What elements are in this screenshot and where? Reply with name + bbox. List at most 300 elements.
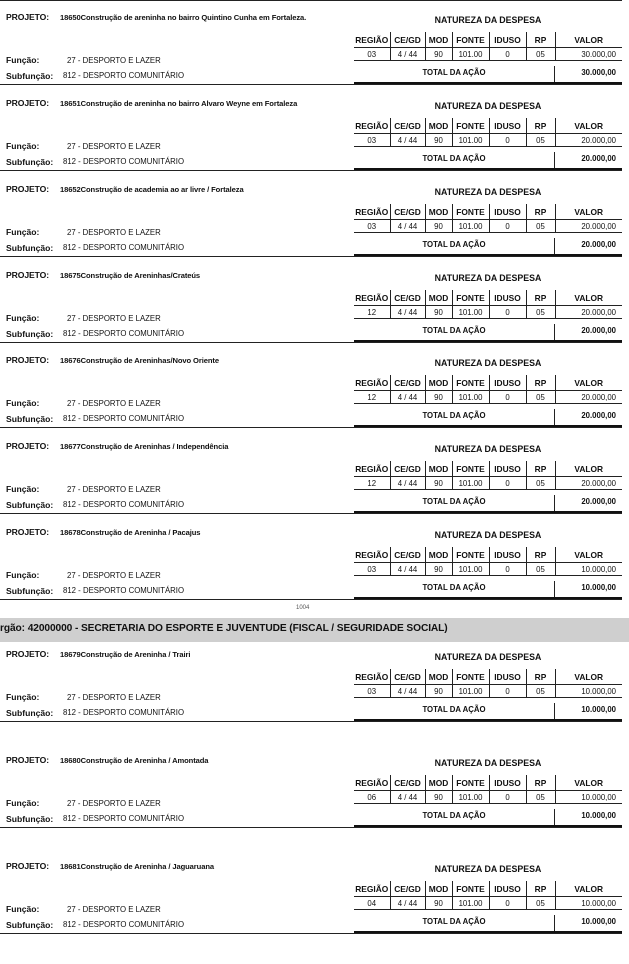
column-header: CE/GD	[390, 669, 425, 685]
project-description: Construção de areninha no bairro Alvaro Weyne em Fortaleza	[80, 99, 298, 108]
total-value: 10.000,00	[554, 703, 622, 719]
expense-cell: 05	[526, 391, 555, 404]
column-header: MOD	[425, 204, 452, 220]
funcao-label: Função:	[6, 398, 40, 408]
column-header: REGIÃO	[354, 669, 390, 685]
expense-cell: 90	[425, 791, 452, 804]
project-code: 18678	[60, 528, 81, 537]
column-header: VALOR	[555, 881, 622, 897]
expense-header-row	[354, 547, 622, 563]
project-description: Construção de Areninha / Trairi	[80, 650, 191, 659]
expense-cell: 03	[354, 220, 390, 233]
total-label: TOTAL DA AÇÃO	[422, 240, 486, 249]
column-header: VALOR	[555, 375, 622, 391]
column-header: CE/GD	[390, 547, 425, 563]
expense-cell: 101.00	[452, 391, 489, 404]
expense-row	[354, 134, 622, 147]
column-header: IDUSO	[489, 118, 526, 134]
projeto-label: PROJETO:	[6, 755, 49, 765]
expense-header-row	[354, 461, 622, 477]
expense-table	[354, 118, 622, 147]
natureza-despesa-heading: NATUREZA DA DESPESA	[434, 652, 542, 662]
column-header: VALOR	[555, 290, 622, 306]
expense-cell: 10.000,00	[555, 685, 622, 698]
expense-cell: 0	[489, 391, 526, 404]
funcao-label: Função:	[6, 227, 40, 237]
expense-cell: 20.000,00	[555, 306, 622, 319]
expense-cell: 101.00	[452, 791, 489, 804]
column-header: RP	[526, 547, 555, 563]
subfuncao-label: Subfunção:	[6, 243, 54, 253]
column-header: RP	[526, 881, 555, 897]
total-row	[354, 703, 622, 721]
funcao-label: Função:	[6, 141, 40, 151]
funcao-label: Função:	[6, 313, 40, 323]
expense-cell: 20.000,00	[555, 391, 622, 404]
block-divider	[0, 933, 622, 934]
column-header: REGIÃO	[354, 290, 390, 306]
funcao-value: 27 - DESPORTO E LAZER	[67, 693, 161, 702]
expense-cell: 20.000,00	[555, 477, 622, 490]
expense-header-row	[354, 32, 622, 48]
subfuncao-value: 812 - DESPORTO COMUNITÁRIO	[63, 814, 185, 823]
column-header: FONTE	[452, 547, 489, 563]
expense-cell: 90	[425, 563, 452, 576]
funcao-value: 27 - DESPORTO E LAZER	[67, 56, 161, 65]
projeto-label: PROJETO:	[6, 649, 49, 659]
projeto-label: PROJETO:	[6, 355, 49, 365]
column-header: VALOR	[555, 461, 622, 477]
project-header	[6, 184, 244, 194]
funcao-label: Função:	[6, 55, 40, 65]
block-divider	[0, 599, 622, 600]
column-header: RP	[526, 290, 555, 306]
top-rule	[0, 0, 622, 1]
column-header: MOD	[425, 669, 452, 685]
total-value: 20.000,00	[554, 409, 622, 425]
total-label: TOTAL DA AÇÃO	[422, 411, 486, 420]
expense-cell: 4 / 44	[390, 477, 425, 490]
expense-header-row	[354, 290, 622, 306]
column-header: FONTE	[452, 204, 489, 220]
column-header: FONTE	[452, 290, 489, 306]
column-header: IDUSO	[489, 547, 526, 563]
projeto-label: PROJETO:	[6, 270, 49, 280]
column-header: MOD	[425, 881, 452, 897]
project-header	[6, 355, 219, 365]
natureza-despesa-heading: NATUREZA DA DESPESA	[434, 273, 542, 283]
expense-cell: 101.00	[452, 48, 489, 61]
block-divider	[0, 513, 622, 514]
natureza-despesa-heading: NATUREZA DA DESPESA	[434, 864, 542, 874]
subfuncao-label: Subfunção:	[6, 414, 54, 424]
project-description: Construção de Areninhas/Novo Oriente	[80, 356, 219, 365]
subfuncao-value: 812 - DESPORTO COMUNITÁRIO	[63, 586, 185, 595]
total-value: 10.000,00	[554, 809, 622, 825]
expense-cell: 12	[354, 477, 390, 490]
column-header: CE/GD	[390, 881, 425, 897]
column-header: RP	[526, 775, 555, 791]
project-header	[6, 270, 200, 280]
total-row	[354, 238, 622, 256]
column-header: RP	[526, 204, 555, 220]
project-description: Construção de Areninha / Pacajus	[80, 528, 201, 537]
orgao-title: rgão: 42000000 - SECRETARIA DO ESPORTE E JUVENTUDE (FISCAL / SEGURIDADE SOCIAL)	[0, 623, 448, 634]
column-header: IDUSO	[489, 32, 526, 48]
expense-table	[354, 461, 622, 490]
column-header: RP	[526, 375, 555, 391]
funcao-label: Função:	[6, 484, 40, 494]
expense-row	[354, 563, 622, 576]
expense-cell: 0	[489, 791, 526, 804]
column-header: REGIÃO	[354, 375, 390, 391]
funcao-value: 27 - DESPORTO E LAZER	[67, 228, 161, 237]
natureza-despesa-heading: NATUREZA DA DESPESA	[434, 187, 542, 197]
orgao-header-band	[0, 618, 629, 642]
expense-cell: 101.00	[452, 220, 489, 233]
projeto-label: PROJETO:	[6, 441, 49, 451]
column-header: FONTE	[452, 881, 489, 897]
column-header: IDUSO	[489, 775, 526, 791]
total-value: 10.000,00	[554, 915, 622, 931]
column-header: CE/GD	[390, 461, 425, 477]
subfuncao-value: 812 - DESPORTO COMUNITÁRIO	[63, 708, 185, 717]
expense-cell: 4 / 44	[390, 134, 425, 147]
project-header	[6, 527, 200, 537]
project-code: 18681	[60, 862, 81, 871]
project-header	[6, 755, 208, 765]
subfuncao-value: 812 - DESPORTO COMUNITÁRIO	[63, 71, 185, 80]
subfuncao-value: 812 - DESPORTO COMUNITÁRIO	[63, 920, 185, 929]
expense-cell: 4 / 44	[390, 563, 425, 576]
funcao-value: 27 - DESPORTO E LAZER	[67, 314, 161, 323]
column-header: MOD	[425, 290, 452, 306]
expense-cell: 05	[526, 897, 555, 910]
expense-cell: 03	[354, 48, 390, 61]
natureza-despesa-heading: NATUREZA DA DESPESA	[434, 358, 542, 368]
expense-row	[354, 220, 622, 233]
subfuncao-label: Subfunção:	[6, 814, 54, 824]
funcao-value: 27 - DESPORTO E LAZER	[67, 485, 161, 494]
expense-header-row	[354, 881, 622, 897]
column-header: REGIÃO	[354, 461, 390, 477]
expense-cell: 0	[489, 477, 526, 490]
column-header: RP	[526, 461, 555, 477]
expense-row	[354, 791, 622, 804]
column-header: MOD	[425, 375, 452, 391]
funcao-value: 27 - DESPORTO E LAZER	[67, 571, 161, 580]
column-header: REGIÃO	[354, 204, 390, 220]
column-header: CE/GD	[390, 118, 425, 134]
expense-cell: 05	[526, 220, 555, 233]
funcao-value: 27 - DESPORTO E LAZER	[67, 142, 161, 151]
total-row	[354, 66, 622, 84]
expense-row	[354, 48, 622, 61]
projeto-label: PROJETO:	[6, 861, 49, 871]
expense-cell: 4 / 44	[390, 791, 425, 804]
column-header: FONTE	[452, 375, 489, 391]
funcao-label: Função:	[6, 570, 40, 580]
expense-row	[354, 477, 622, 490]
project-code: 18650	[60, 13, 81, 22]
project-description: Construção de academia ao ar livre / Fortaleza	[80, 185, 244, 194]
subfuncao-label: Subfunção:	[6, 500, 54, 510]
expense-cell: 4 / 44	[390, 220, 425, 233]
column-header: FONTE	[452, 461, 489, 477]
project-description: Construção de Areninhas / Independência	[80, 442, 229, 451]
column-header: VALOR	[555, 118, 622, 134]
expense-cell: 05	[526, 563, 555, 576]
expense-cell: 03	[354, 563, 390, 576]
project-code: 18652	[60, 185, 81, 194]
project-description: Construção de Areninha / Jaguaruana	[80, 862, 214, 871]
expense-cell: 101.00	[452, 134, 489, 147]
natureza-despesa-heading: NATUREZA DA DESPESA	[434, 444, 542, 454]
total-value: 20.000,00	[554, 238, 622, 254]
expense-cell: 0	[489, 48, 526, 61]
expense-cell: 04	[354, 897, 390, 910]
column-header: MOD	[425, 547, 452, 563]
expense-cell: 90	[425, 220, 452, 233]
block-divider	[0, 84, 622, 85]
column-header: IDUSO	[489, 290, 526, 306]
total-value: 30.000,00	[554, 66, 622, 82]
total-row	[354, 581, 622, 599]
column-header: VALOR	[555, 775, 622, 791]
funcao-label: Função:	[6, 692, 40, 702]
column-header: FONTE	[452, 775, 489, 791]
total-label: TOTAL DA AÇÃO	[422, 497, 486, 506]
natureza-despesa-heading: NATUREZA DA DESPESA	[434, 101, 542, 111]
subfuncao-value: 812 - DESPORTO COMUNITÁRIO	[63, 414, 185, 423]
expense-header-row	[354, 118, 622, 134]
expense-header-row	[354, 669, 622, 685]
project-description: Construção de Areninhas/Crateús	[80, 271, 201, 280]
subfuncao-label: Subfunção:	[6, 708, 54, 718]
project-header	[6, 12, 306, 22]
project-header	[6, 861, 214, 871]
subfuncao-label: Subfunção:	[6, 586, 54, 596]
expense-cell: 20.000,00	[555, 220, 622, 233]
expense-cell: 4 / 44	[390, 306, 425, 319]
expense-cell: 12	[354, 306, 390, 319]
funcao-value: 27 - DESPORTO E LAZER	[67, 905, 161, 914]
expense-table	[354, 204, 622, 233]
column-header: FONTE	[452, 118, 489, 134]
expense-row	[354, 306, 622, 319]
column-header: RP	[526, 669, 555, 685]
block-divider	[0, 721, 622, 722]
column-header: VALOR	[555, 32, 622, 48]
column-header: MOD	[425, 775, 452, 791]
projeto-label: PROJETO:	[6, 527, 49, 537]
block-divider	[0, 170, 622, 171]
expense-cell: 05	[526, 48, 555, 61]
column-header: IDUSO	[489, 375, 526, 391]
subfuncao-label: Subfunção:	[6, 329, 54, 339]
project-code: 18680	[60, 756, 81, 765]
expense-cell: 06	[354, 791, 390, 804]
expense-cell: 0	[489, 220, 526, 233]
expense-table	[354, 775, 622, 804]
expense-cell: 0	[489, 685, 526, 698]
subfuncao-value: 812 - DESPORTO COMUNITÁRIO	[63, 329, 185, 338]
subfuncao-value: 812 - DESPORTO COMUNITÁRIO	[63, 157, 185, 166]
project-code: 18677	[60, 442, 81, 451]
expense-cell: 90	[425, 306, 452, 319]
expense-cell: 10.000,00	[555, 791, 622, 804]
subfuncao-label: Subfunção:	[6, 71, 54, 81]
funcao-label: Função:	[6, 798, 40, 808]
total-label: TOTAL DA AÇÃO	[422, 583, 486, 592]
total-row	[354, 809, 622, 827]
project-header	[6, 98, 297, 108]
expense-cell: 101.00	[452, 685, 489, 698]
expense-table	[354, 881, 622, 910]
expense-cell: 4 / 44	[390, 897, 425, 910]
total-row	[354, 495, 622, 513]
column-header: CE/GD	[390, 32, 425, 48]
expense-cell: 90	[425, 391, 452, 404]
total-value: 20.000,00	[554, 324, 622, 340]
column-header: VALOR	[555, 204, 622, 220]
expense-cell: 05	[526, 134, 555, 147]
expense-cell: 101.00	[452, 897, 489, 910]
expense-cell: 05	[526, 791, 555, 804]
expense-cell: 0	[489, 563, 526, 576]
project-header	[6, 441, 228, 451]
expense-cell: 05	[526, 477, 555, 490]
total-row	[354, 324, 622, 342]
column-header: IDUSO	[489, 461, 526, 477]
expense-cell: 05	[526, 306, 555, 319]
total-label: TOTAL DA AÇÃO	[422, 154, 486, 163]
natureza-despesa-heading: NATUREZA DA DESPESA	[434, 530, 542, 540]
funcao-label: Função:	[6, 904, 40, 914]
total-label: TOTAL DA AÇÃO	[422, 811, 486, 820]
expense-header-row	[354, 775, 622, 791]
column-header: MOD	[425, 118, 452, 134]
expense-table	[354, 290, 622, 319]
total-row	[354, 915, 622, 933]
column-header: FONTE	[452, 669, 489, 685]
expense-table	[354, 669, 622, 698]
column-header: FONTE	[452, 32, 489, 48]
block-divider	[0, 427, 622, 428]
block-divider	[0, 342, 622, 343]
natureza-despesa-heading: NATUREZA DA DESPESA	[434, 758, 542, 768]
projeto-label: PROJETO:	[6, 12, 49, 22]
column-header: REGIÃO	[354, 32, 390, 48]
funcao-value: 27 - DESPORTO E LAZER	[67, 399, 161, 408]
funcao-value: 27 - DESPORTO E LAZER	[67, 799, 161, 808]
expense-row	[354, 391, 622, 404]
column-header: MOD	[425, 32, 452, 48]
project-code: 18679	[60, 650, 81, 659]
expense-cell: 101.00	[452, 477, 489, 490]
natureza-despesa-heading: NATUREZA DA DESPESA	[434, 15, 542, 25]
subfuncao-value: 812 - DESPORTO COMUNITÁRIO	[63, 500, 185, 509]
expense-cell: 0	[489, 306, 526, 319]
block-divider	[0, 827, 622, 828]
project-code: 18676	[60, 356, 81, 365]
total-value: 20.000,00	[554, 152, 622, 168]
total-value: 10.000,00	[554, 581, 622, 597]
column-header: IDUSO	[489, 204, 526, 220]
subfuncao-value: 812 - DESPORTO COMUNITÁRIO	[63, 243, 185, 252]
subfuncao-label: Subfunção:	[6, 157, 54, 167]
total-row	[354, 152, 622, 170]
expense-cell: 4 / 44	[390, 391, 425, 404]
total-label: TOTAL DA AÇÃO	[422, 326, 486, 335]
expense-cell: 10.000,00	[555, 563, 622, 576]
expense-cell: 90	[425, 897, 452, 910]
total-label: TOTAL DA AÇÃO	[422, 68, 486, 77]
project-code: 18651	[60, 99, 81, 108]
column-header: IDUSO	[489, 669, 526, 685]
expense-cell: 03	[354, 685, 390, 698]
expense-cell: 101.00	[452, 306, 489, 319]
expense-cell: 30.000,00	[555, 48, 622, 61]
column-header: IDUSO	[489, 881, 526, 897]
expense-cell: 90	[425, 685, 452, 698]
column-header: CE/GD	[390, 204, 425, 220]
expense-row	[354, 685, 622, 698]
column-header: CE/GD	[390, 375, 425, 391]
expense-cell: 03	[354, 134, 390, 147]
project-code: 18675	[60, 271, 81, 280]
expense-cell: 101.00	[452, 563, 489, 576]
expense-cell: 90	[425, 477, 452, 490]
total-label: TOTAL DA AÇÃO	[422, 705, 486, 714]
column-header: RP	[526, 32, 555, 48]
column-header: CE/GD	[390, 290, 425, 306]
expense-table	[354, 375, 622, 404]
expense-row	[354, 897, 622, 910]
column-header: MOD	[425, 461, 452, 477]
total-row	[354, 409, 622, 427]
expense-cell: 20.000,00	[555, 134, 622, 147]
block-divider	[0, 256, 622, 257]
subfuncao-label: Subfunção:	[6, 920, 54, 930]
column-header: REGIÃO	[354, 118, 390, 134]
expense-cell: 4 / 44	[390, 685, 425, 698]
total-label: TOTAL DA AÇÃO	[422, 917, 486, 926]
expense-header-row	[354, 375, 622, 391]
expense-table	[354, 547, 622, 576]
column-header: REGIÃO	[354, 775, 390, 791]
page-number-fragment: 1004	[296, 605, 310, 611]
total-value: 20.000,00	[554, 495, 622, 511]
column-header: REGIÃO	[354, 881, 390, 897]
column-header: RP	[526, 118, 555, 134]
column-header: REGIÃO	[354, 547, 390, 563]
expense-cell: 0	[489, 134, 526, 147]
column-header: VALOR	[555, 547, 622, 563]
column-header: VALOR	[555, 669, 622, 685]
column-header: CE/GD	[390, 775, 425, 791]
expense-cell: 90	[425, 134, 452, 147]
expense-table	[354, 32, 622, 61]
project-header	[6, 649, 190, 659]
projeto-label: PROJETO:	[6, 184, 49, 194]
expense-cell: 90	[425, 48, 452, 61]
project-description: Construção de Areninha / Amontada	[80, 756, 209, 765]
expense-cell: 12	[354, 391, 390, 404]
expense-cell: 05	[526, 685, 555, 698]
expense-header-row	[354, 204, 622, 220]
project-description: Construção de areninha no bairro Quintino Cunha em Fortaleza.	[80, 13, 307, 22]
